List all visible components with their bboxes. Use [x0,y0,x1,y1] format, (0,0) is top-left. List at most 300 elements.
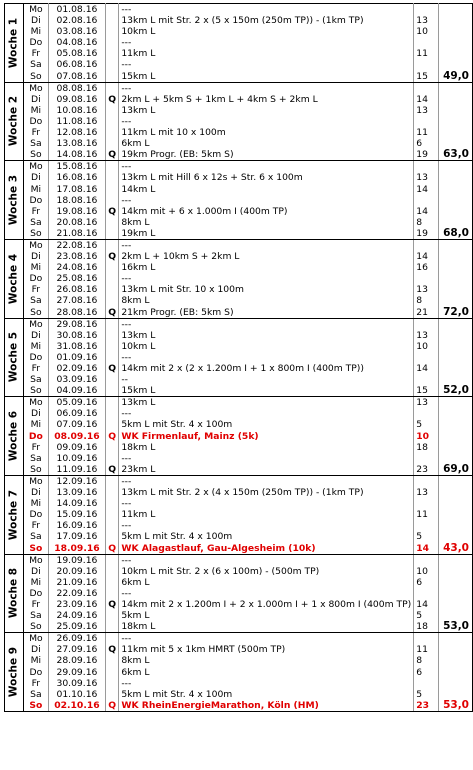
workout-cell: 16km L [119,262,414,273]
day-cell: Mo [23,82,48,94]
table-row [5,251,473,262]
day-cell: Mo [23,239,48,251]
quality-flag [105,689,118,700]
week-total-cell [439,195,473,206]
km-cell: 18 [414,442,439,453]
table-row [5,374,473,385]
day-cell: Do [23,667,48,678]
week-total-cell [439,520,473,531]
date-cell: 19.09.16 [48,554,105,566]
km-cell [414,588,439,599]
week-total-cell [439,689,473,700]
table-row [5,610,473,621]
quality-flag [105,520,118,531]
workout-cell: --- [119,318,414,330]
week-total-cell [439,453,473,464]
km-cell: 8 [414,655,439,666]
week-total-cell [439,251,473,262]
table-row [5,127,473,138]
table-row [5,442,473,453]
date-cell: 30.09.16 [48,678,105,689]
quality-flag [105,262,118,273]
table-row [5,228,473,240]
day-cell: So [23,543,48,555]
date-cell: 26.08.16 [48,284,105,295]
quality-flag: Q [105,644,118,655]
quality-flag [105,239,118,251]
quality-flag [105,37,118,48]
workout-cell: WK Firmenlauf, Mainz (5k) [119,431,414,442]
date-cell: 20.08.16 [48,217,105,228]
date-cell: 01.10.16 [48,689,105,700]
km-cell [414,59,439,70]
week-total-cell [439,318,473,330]
week-total-cell: 49,0 [439,71,473,83]
date-cell: 06.09.16 [48,408,105,419]
table-row [5,498,473,509]
table-row [5,149,473,161]
week-total-cell [439,475,473,487]
quality-flag [105,610,118,621]
day-cell: Mi [23,184,48,195]
km-cell: 14 [414,599,439,610]
workout-cell: 5km L mit Str. 4 x 100m [119,419,414,430]
week-total-cell [439,498,473,509]
day-cell: Mi [23,419,48,430]
km-cell: 6 [414,577,439,588]
table-row [5,262,473,273]
quality-flag: Q [105,700,118,712]
week-total-cell [439,352,473,363]
table-row [5,408,473,419]
week-total-cell [439,341,473,352]
workout-cell: --- [119,37,414,48]
km-cell: 13 [414,487,439,498]
week-total-cell [439,419,473,430]
quality-flag [105,408,118,419]
week-total-cell [439,172,473,183]
quality-flag [105,588,118,599]
km-cell: 14 [414,543,439,555]
week-total-cell [439,37,473,48]
date-cell: 16.08.16 [48,172,105,183]
day-cell: Do [23,37,48,48]
quality-flag [105,172,118,183]
quality-flag [105,531,118,542]
week-total-cell [439,554,473,566]
quality-flag [105,442,118,453]
date-cell: 17.09.16 [48,531,105,542]
table-row [5,678,473,689]
day-cell: Mo [23,475,48,487]
km-cell [414,273,439,284]
workout-cell: --- [119,195,414,206]
workout-cell: 5km L mit Str. 4 x 100m [119,531,414,542]
week-total-cell [439,330,473,341]
date-cell: 29.08.16 [48,318,105,330]
week-label [5,475,24,554]
workout-cell: 2km L + 5km S + 1km L + 4km S + 2km L [119,94,414,105]
day-cell: Sa [23,453,48,464]
date-cell: 24.08.16 [48,262,105,273]
km-cell [414,318,439,330]
km-cell [414,37,439,48]
quality-flag [105,352,118,363]
day-cell: Mi [23,498,48,509]
km-cell: 10 [414,341,439,352]
date-cell: 02.10.16 [48,700,105,712]
km-cell: 15 [414,385,439,397]
quality-flag [105,4,118,16]
quality-flag [105,577,118,588]
km-cell [414,498,439,509]
table-row [5,577,473,588]
workout-cell: 10km L [119,26,414,37]
week-label-text: Woche 1 [7,17,20,68]
km-cell [414,352,439,363]
date-cell: 15.08.16 [48,161,105,173]
table-row [5,206,473,217]
workout-cell: 21km Progr. (EB: 5km S) [119,307,414,319]
day-cell: Fr [23,363,48,374]
date-cell: 09.09.16 [48,442,105,453]
date-cell: 30.08.16 [48,330,105,341]
workout-cell: 13km L mit Str. 10 x 100m [119,284,414,295]
week-label-text: Woche 9 [7,646,20,698]
week-total-cell: 52,0 [439,385,473,397]
week-total-cell: 43,0 [439,543,473,555]
week-total-cell [439,105,473,116]
km-cell: 13 [414,172,439,183]
date-cell: 11.08.16 [48,116,105,127]
date-cell: 23.08.16 [48,251,105,262]
day-cell: Mi [23,577,48,588]
km-cell: 6 [414,667,439,678]
km-cell: 14 [414,363,439,374]
quality-flag [105,228,118,240]
table-row [5,588,473,599]
date-cell: 03.08.16 [48,26,105,37]
quality-flag: Q [105,206,118,217]
table-row [5,307,473,319]
workout-cell: --- [119,520,414,531]
table-row [5,15,473,26]
workout-cell: 6km L [119,138,414,149]
km-cell [414,82,439,94]
table-row [5,341,473,352]
table-row [5,621,473,633]
km-cell: 13 [414,105,439,116]
quality-flag [105,217,118,228]
km-cell: 16 [414,262,439,273]
week-total-cell [439,4,473,16]
week-total-cell [439,184,473,195]
table-row [5,352,473,363]
km-cell: 23 [414,464,439,476]
week-label [5,239,24,318]
date-cell: 07.09.16 [48,419,105,430]
quality-flag [105,554,118,566]
km-cell: 19 [414,149,439,161]
workout-cell: 13km L [119,397,414,409]
week-total-cell [439,161,473,173]
quality-flag [105,26,118,37]
day-cell: Fr [23,520,48,531]
day-cell: Mi [23,655,48,666]
table-row [5,487,473,498]
day-cell: Mi [23,341,48,352]
day-cell: Sa [23,610,48,621]
workout-cell: --- [119,161,414,173]
km-cell: 8 [414,217,439,228]
workout-cell: --- [119,116,414,127]
day-cell: Di [23,330,48,341]
quality-flag [105,385,118,397]
day-cell: Do [23,273,48,284]
km-cell: 14 [414,251,439,262]
quality-flag [105,633,118,645]
day-cell: So [23,228,48,240]
table-row [5,667,473,678]
day-cell: Do [23,588,48,599]
day-cell: Sa [23,217,48,228]
date-cell: 09.08.16 [48,94,105,105]
week-total-cell [439,610,473,621]
week-total-cell: 53,0 [439,700,473,712]
workout-cell: 14km L [119,184,414,195]
week-total-cell [439,116,473,127]
week-total-cell [439,26,473,37]
date-cell: 20.09.16 [48,566,105,577]
date-cell: 26.09.16 [48,633,105,645]
km-cell [414,116,439,127]
table-row [5,26,473,37]
day-cell: Di [23,15,48,26]
table-row [5,644,473,655]
table-row [5,397,473,409]
workout-cell: 18km L [119,442,414,453]
day-cell: Do [23,352,48,363]
workout-cell: 14km mit + 6 x 1.000m I (400m TP) [119,206,414,217]
date-cell: 05.09.16 [48,397,105,409]
week-total-cell [439,577,473,588]
table-row [5,48,473,59]
workout-cell: --- [119,239,414,251]
workout-cell: 18km L [119,621,414,633]
quality-flag [105,161,118,173]
training-plan-table [4,3,473,712]
workout-cell: --- [119,4,414,16]
km-cell: 19 [414,228,439,240]
workout-cell: 5km L mit Str. 4 x 100m [119,689,414,700]
table-row [5,655,473,666]
workout-cell: --- [119,273,414,284]
table-row [5,520,473,531]
day-cell: Mo [23,4,48,16]
quality-flag [105,318,118,330]
table-row [5,475,473,487]
km-cell: 5 [414,610,439,621]
quality-flag: Q [105,464,118,476]
date-cell: 28.09.16 [48,655,105,666]
quality-flag [105,195,118,206]
day-cell: Di [23,251,48,262]
quality-flag [105,127,118,138]
week-total-cell [439,273,473,284]
week-total-cell [439,206,473,217]
week-total-cell [439,431,473,442]
quality-flag [105,82,118,94]
table-row [5,330,473,341]
quality-flag [105,273,118,284]
table-row [5,599,473,610]
date-cell: 13.08.16 [48,138,105,149]
day-cell: Di [23,408,48,419]
workout-cell: 13km L mit Str. 2 x (5 x 150m (250m TP)) - (1km TP) [119,15,414,26]
workout-cell: 15km L [119,385,414,397]
week-label-text: Woche 3 [7,175,20,226]
quality-flag: Q [105,431,118,442]
workout-cell: 23km L [119,464,414,476]
week-total-cell [439,397,473,409]
workout-cell: WK Alagastlauf, Gau-Algesheim (10k) [119,543,414,555]
quality-flag: Q [105,543,118,555]
workout-cell: 6km L [119,577,414,588]
date-cell: 22.08.16 [48,239,105,251]
quality-flag: Q [105,363,118,374]
table-row [5,161,473,173]
workout-cell: --- [119,453,414,464]
day-cell: Mo [23,633,48,645]
day-cell: Fr [23,127,48,138]
week-total-cell [439,138,473,149]
workout-cell: --- [119,59,414,70]
table-row [5,385,473,397]
km-cell: 14 [414,206,439,217]
date-cell: 18.08.16 [48,195,105,206]
day-cell: Mo [23,554,48,566]
day-cell: Do [23,431,48,442]
day-cell: Fr [23,678,48,689]
workout-cell: 2km L + 10km S + 2km L [119,251,414,262]
table-row [5,284,473,295]
quality-flag [105,138,118,149]
week-label [5,554,24,633]
week-label [5,82,24,161]
table-row [5,59,473,70]
table-row [5,363,473,374]
workout-cell: 10km L mit Str. 2 x (6 x 100m) - (500m TP) [119,566,414,577]
workout-cell: --- [119,678,414,689]
table-row [5,195,473,206]
table-row [5,509,473,520]
quality-flag [105,487,118,498]
km-cell: 5 [414,689,439,700]
date-cell: 18.09.16 [48,543,105,555]
date-cell: 07.08.16 [48,71,105,83]
date-cell: 31.08.16 [48,341,105,352]
workout-cell: 11km L [119,509,414,520]
day-cell: Fr [23,599,48,610]
km-cell [414,161,439,173]
week-label [5,397,24,476]
table-row [5,184,473,195]
workout-cell: 6km L [119,667,414,678]
km-cell: 13 [414,330,439,341]
table-row [5,464,473,476]
week-total-cell [439,262,473,273]
workout-cell: --- [119,498,414,509]
table-row [5,172,473,183]
day-cell: Mo [23,397,48,409]
week-label [5,161,24,240]
quality-flag [105,116,118,127]
km-cell: 6 [414,138,439,149]
day-cell: Sa [23,531,48,542]
date-cell: 02.08.16 [48,15,105,26]
day-cell: Sa [23,59,48,70]
day-cell: So [23,621,48,633]
week-label-text: Woche 5 [7,332,20,383]
date-cell: 10.09.16 [48,453,105,464]
quality-flag [105,71,118,83]
date-cell: 13.09.16 [48,487,105,498]
quality-flag [105,330,118,341]
km-cell [414,4,439,16]
week-total-cell: 63,0 [439,149,473,161]
date-cell: 27.08.16 [48,295,105,306]
table-row [5,689,473,700]
quality-flag: Q [105,307,118,319]
quality-flag [105,475,118,487]
week-total-cell [439,48,473,59]
week-total-cell [439,363,473,374]
workout-cell: 8km L [119,295,414,306]
week-label-text: Woche 6 [7,411,20,462]
workout-cell: 8km L [119,655,414,666]
km-cell: 14 [414,94,439,105]
week-total-cell [439,127,473,138]
table-row [5,453,473,464]
km-cell [414,453,439,464]
km-cell [414,520,439,531]
workout-cell: 11km L mit 10 x 100m [119,127,414,138]
day-cell: Do [23,195,48,206]
week-total-cell [439,239,473,251]
table-row [5,217,473,228]
date-cell: 14.09.16 [48,498,105,509]
week-total-cell [439,678,473,689]
workout-cell: 13km L [119,330,414,341]
day-cell: Sa [23,295,48,306]
quality-flag [105,509,118,520]
km-cell [414,475,439,487]
quality-flag: Q [105,94,118,105]
week-total-cell: 68,0 [439,228,473,240]
week-total-cell: 69,0 [439,464,473,476]
table-row [5,295,473,306]
workout-cell: 8km L [119,217,414,228]
day-cell: Fr [23,284,48,295]
table-row [5,543,473,555]
date-cell: 08.09.16 [48,431,105,442]
day-cell: Sa [23,374,48,385]
workout-cell: 11km mit 5 x 1km HMRT (500m TP) [119,644,414,655]
km-cell: 15 [414,71,439,83]
quality-flag [105,15,118,26]
date-cell: 03.09.16 [48,374,105,385]
date-cell: 15.09.16 [48,509,105,520]
